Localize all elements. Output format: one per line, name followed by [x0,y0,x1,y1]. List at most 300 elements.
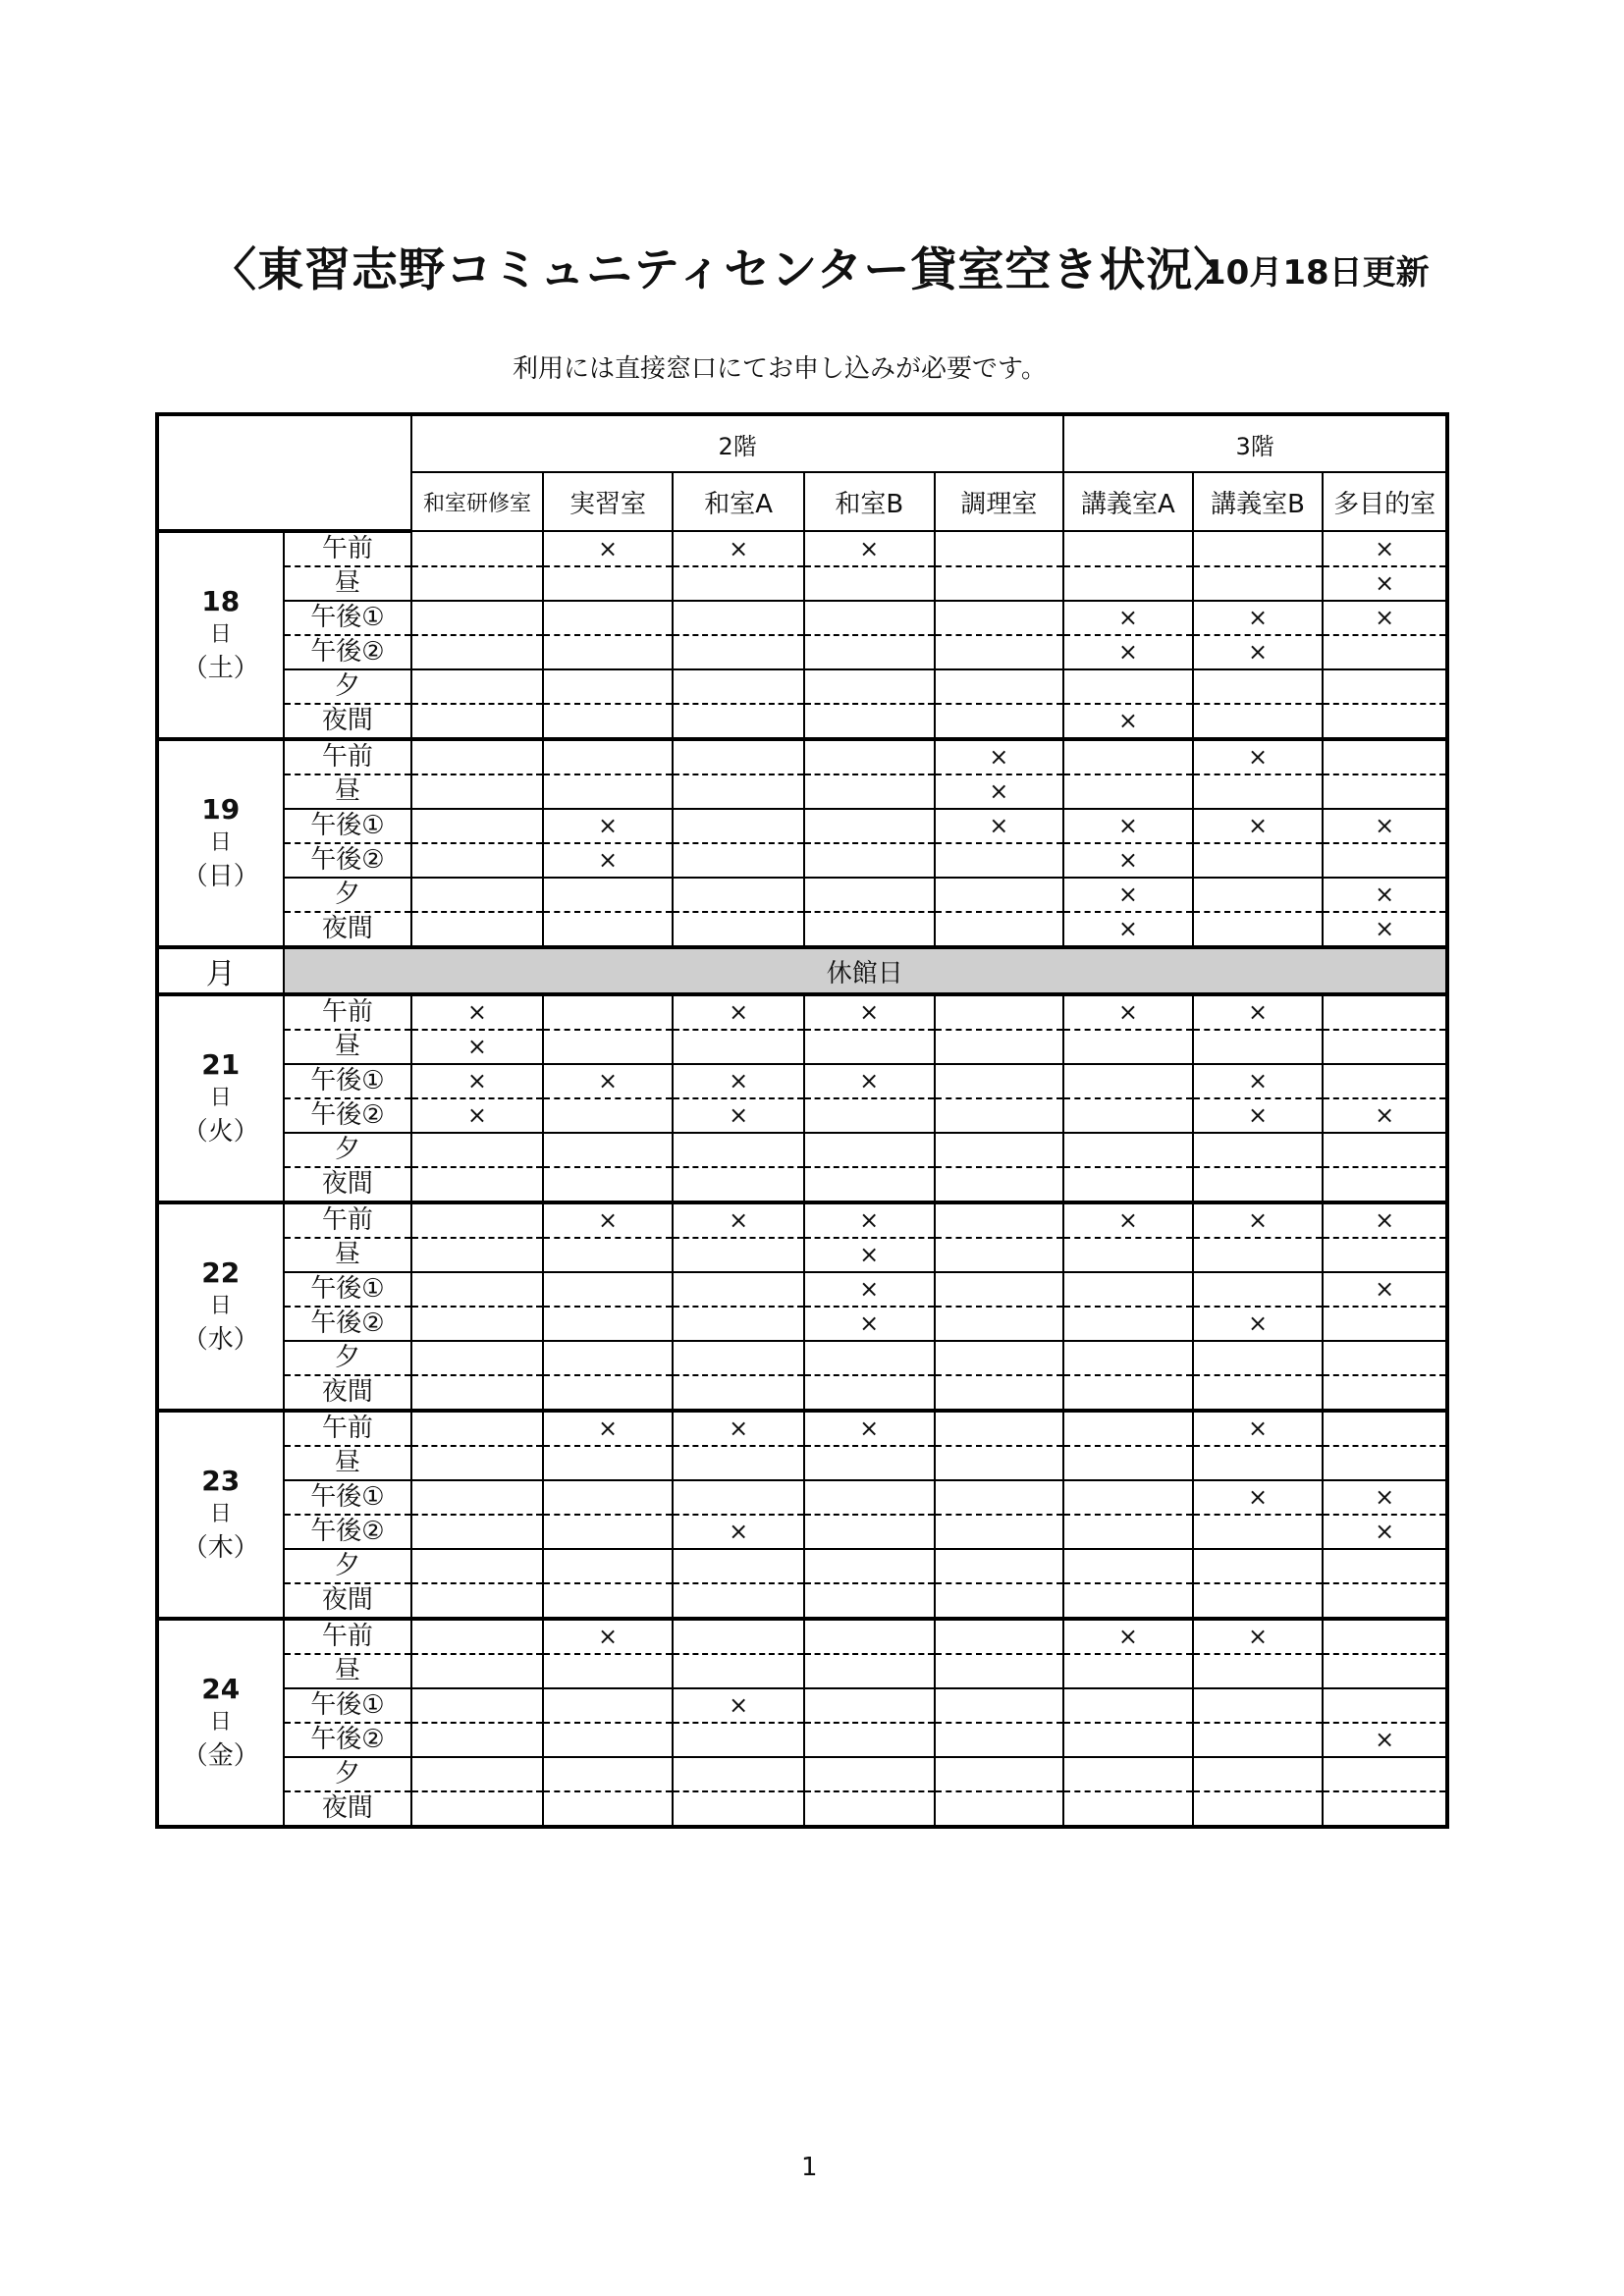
header-corner [157,414,411,531]
cell-jisshu [543,1515,674,1549]
cell-washitsu-a [673,1619,804,1654]
slot-label-yakan: 夜間 [284,912,412,947]
cell-jisshu [543,1167,674,1202]
cell-washitsu-kenshu [411,1133,543,1167]
cell-washitsu-a: × [673,1098,804,1133]
table-row [157,1030,1447,1064]
room-header-chouri: 調理室 [935,472,1064,531]
slot-label-yakan: 夜間 [284,704,412,739]
cell-kougi-a [1063,1480,1193,1515]
cell-chouri [935,843,1064,878]
cell-jisshu [543,1133,674,1167]
slot-label-hiru: 昼 [284,774,412,809]
table-row [157,1583,1447,1619]
cell-kougi-b [1193,1238,1324,1272]
cell-kougi-b [1193,1341,1324,1375]
day-number: 21 [201,1048,241,1081]
cell-chouri: × [935,774,1064,809]
cell-tamokuteki [1323,1030,1447,1064]
cell-washitsu-a: × [673,1064,804,1098]
slot-label-gogo-2: 午後② [284,635,412,669]
cell-kougi-a: × [1063,1202,1193,1238]
cell-washitsu-b [804,1583,935,1619]
cell-kougi-a [1063,531,1193,566]
cell-washitsu-b [804,1654,935,1688]
cell-washitsu-a [673,1723,804,1757]
day-suffix: 日 [209,1086,232,1110]
cell-jisshu [543,601,674,635]
cell-kougi-b: × [1193,1307,1324,1341]
cell-washitsu-a [673,1549,804,1583]
cell-tamokuteki: × [1323,878,1447,912]
cell-washitsu-b [804,1030,935,1064]
table-row [157,1202,1447,1238]
day-label [157,994,284,1202]
cell-washitsu-a [673,669,804,704]
cell-washitsu-a [673,739,804,774]
cell-kougi-a [1063,566,1193,601]
cell-jisshu: × [543,1064,674,1098]
cell-jisshu [543,1307,674,1341]
cell-washitsu-b: × [804,1202,935,1238]
cell-kougi-b: × [1193,994,1324,1030]
cell-tamokuteki [1323,1688,1447,1723]
room-header-washitsu-a: 和室A [673,472,804,531]
slot-label-yakan: 夜間 [284,1375,412,1411]
cell-washitsu-kenshu [411,1515,543,1549]
cell-washitsu-kenshu [411,566,543,601]
cell-washitsu-a [673,912,804,947]
cell-jisshu [543,669,674,704]
day-of-week: （水） [182,1325,259,1355]
cell-tamokuteki: × [1323,531,1447,566]
cell-washitsu-b [804,1515,935,1549]
cell-washitsu-a [673,774,804,809]
cell-kougi-a [1063,1515,1193,1549]
cell-chouri [935,1098,1064,1133]
cell-chouri [935,1341,1064,1375]
closed-row [157,947,1447,994]
cell-jisshu [543,739,674,774]
cell-washitsu-a [673,566,804,601]
day-number: 19 [201,793,241,826]
slot-label-hiru: 昼 [284,1446,412,1480]
cell-washitsu-kenshu [411,809,543,843]
slot-label-gogo-2: 午後② [284,1307,412,1341]
cell-kougi-a [1063,1167,1193,1202]
cell-jisshu: × [543,809,674,843]
cell-tamokuteki [1323,1757,1447,1791]
cell-kougi-a [1063,1654,1193,1688]
cell-jisshu [543,635,674,669]
slot-label-gozen: 午前 [284,531,412,566]
cell-washitsu-b [804,1791,935,1827]
cell-washitsu-kenshu [411,878,543,912]
closed-band: 休館日 [284,947,1447,994]
slot-label-gogo-2: 午後② [284,843,412,878]
cell-tamokuteki: × [1323,1202,1447,1238]
cell-kougi-b: × [1193,601,1324,635]
cell-chouri [935,1238,1064,1272]
cell-kougi-a [1063,1411,1193,1446]
cell-washitsu-b: × [804,1307,935,1341]
cell-washitsu-a [673,1133,804,1167]
day-number: 24 [201,1673,241,1705]
cell-tamokuteki: × [1323,601,1447,635]
cell-chouri [935,994,1064,1030]
cell-washitsu-kenshu [411,912,543,947]
cell-washitsu-b [804,1723,935,1757]
cell-washitsu-kenshu [411,1202,543,1238]
cell-chouri [935,1064,1064,1098]
cell-jisshu [543,774,674,809]
cell-washitsu-kenshu [411,1375,543,1411]
cell-washitsu-a: × [673,1411,804,1446]
cell-tamokuteki [1323,1307,1447,1341]
cell-washitsu-kenshu [411,1411,543,1446]
cell-washitsu-kenshu [411,669,543,704]
table-row [157,1688,1447,1723]
cell-tamokuteki [1323,1791,1447,1827]
slot-label-hiru: 昼 [284,566,412,601]
cell-jisshu [543,1480,674,1515]
cell-washitsu-kenshu [411,843,543,878]
cell-washitsu-a [673,635,804,669]
room-availability-table [155,412,1449,1829]
table-row [157,1098,1447,1133]
room-header-tamokuteki: 多目的室 [1323,472,1447,531]
cell-washitsu-b [804,1167,935,1202]
slot-label-gogo-1: 午後① [284,1272,412,1307]
cell-tamokuteki [1323,704,1447,739]
day-label [157,1619,284,1827]
cell-tamokuteki [1323,635,1447,669]
day-suffix: 日 [209,1710,232,1735]
day-suffix: 日 [209,830,232,855]
cell-chouri [935,1480,1064,1515]
slot-label-yuu: 夕 [284,1341,412,1375]
cell-washitsu-a: × [673,1202,804,1238]
cell-washitsu-a [673,1238,804,1272]
cell-kougi-a: × [1063,878,1193,912]
cell-washitsu-b [804,669,935,704]
cell-washitsu-kenshu [411,1480,543,1515]
cell-kougi-b [1193,1515,1324,1549]
cell-chouri [935,1133,1064,1167]
slot-label-gogo-2: 午後② [284,1723,412,1757]
cell-chouri [935,1757,1064,1791]
table-row [157,1480,1447,1515]
cell-washitsu-a [673,601,804,635]
cell-kougi-a: × [1063,704,1193,739]
slot-label-gozen: 午前 [284,1411,412,1446]
cell-kougi-a [1063,1446,1193,1480]
slot-label-yuu: 夕 [284,1757,412,1791]
cell-kougi-a [1063,1583,1193,1619]
cell-jisshu [543,1583,674,1619]
cell-washitsu-a [673,1030,804,1064]
cell-kougi-b [1193,1757,1324,1791]
cell-kougi-b [1193,1133,1324,1167]
cell-tamokuteki [1323,1411,1447,1446]
cell-kougi-a [1063,1791,1193,1827]
cell-washitsu-kenshu [411,635,543,669]
table-row [157,1238,1447,1272]
cell-washitsu-a: × [673,531,804,566]
cell-kougi-b [1193,1791,1324,1827]
cell-chouri [935,1791,1064,1827]
cell-washitsu-a: × [673,994,804,1030]
table-row [157,566,1447,601]
cell-washitsu-a [673,1307,804,1341]
cell-washitsu-kenshu: × [411,1064,543,1098]
cell-washitsu-a [673,704,804,739]
cell-washitsu-b [804,1098,935,1133]
cell-chouri [935,1688,1064,1723]
day-of-week: （日） [182,862,259,891]
slot-label-yuu: 夕 [284,669,412,704]
cell-washitsu-b [804,1757,935,1791]
day-suffix: 日 [209,622,232,647]
cell-washitsu-kenshu [411,1341,543,1375]
table-row [157,1064,1447,1098]
cell-washitsu-a [673,1341,804,1375]
slot-label-yuu: 夕 [284,878,412,912]
cell-jisshu [543,704,674,739]
table-row [157,1791,1447,1827]
cell-kougi-a: × [1063,994,1193,1030]
cell-jisshu [543,1341,674,1375]
cell-kougi-a [1063,1375,1193,1411]
slot-label-gozen: 午前 [284,1202,412,1238]
cell-jisshu: × [543,1619,674,1654]
cell-washitsu-kenshu [411,1757,543,1791]
cell-kougi-b [1193,669,1324,704]
cell-kougi-a [1063,1341,1193,1375]
cell-jisshu [543,1549,674,1583]
table-row [157,1307,1447,1341]
cell-washitsu-b: × [804,531,935,566]
cell-washitsu-b: × [804,1238,935,1272]
cell-tamokuteki [1323,774,1447,809]
page-number: 1 [801,2153,818,2182]
cell-kougi-a: × [1063,912,1193,947]
table-row [157,635,1447,669]
day-of-week: （金） [182,1741,259,1771]
cell-washitsu-kenshu [411,531,543,566]
cell-jisshu: × [543,1411,674,1446]
cell-kougi-b: × [1193,739,1324,774]
floor-3-header: 3階 [1063,414,1447,472]
cell-kougi-b [1193,843,1324,878]
slot-label-yakan: 夜間 [284,1167,412,1202]
cell-kougi-b [1193,1272,1324,1307]
cell-tamokuteki [1323,1341,1447,1375]
day-label [157,1411,284,1619]
cell-jisshu [543,1723,674,1757]
day-number: 22 [201,1256,241,1289]
cell-washitsu-b: × [804,1064,935,1098]
cell-tamokuteki: × [1323,912,1447,947]
day-number: 23 [201,1465,241,1497]
cell-kougi-b [1193,566,1324,601]
day-suffix: 日 [209,1294,232,1318]
cell-kougi-a: × [1063,1619,1193,1654]
table-row [157,843,1447,878]
cell-kougi-b: × [1193,1619,1324,1654]
cell-kougi-a [1063,1133,1193,1167]
cell-chouri [935,1375,1064,1411]
room-header-jisshu: 実習室 [543,472,674,531]
table-row [157,1446,1447,1480]
updated-date: 10月18日更新 [1203,253,1430,293]
cell-kougi-a [1063,1238,1193,1272]
cell-kougi-a [1063,1030,1193,1064]
cell-chouri [935,1583,1064,1619]
table-row [157,912,1447,947]
cell-washitsu-a [673,1757,804,1791]
cell-washitsu-kenshu [411,1688,543,1723]
table-row [157,704,1447,739]
table-row [157,1619,1447,1654]
table-row [157,531,1447,566]
cell-washitsu-kenshu [411,739,543,774]
table-row [157,1411,1447,1446]
cell-kougi-a [1063,1307,1193,1341]
cell-kougi-b: × [1193,1480,1324,1515]
cell-jisshu [543,1446,674,1480]
table-row [157,601,1447,635]
cell-chouri [935,1723,1064,1757]
cell-washitsu-b [804,1133,935,1167]
cell-tamokuteki: × [1323,809,1447,843]
cell-kougi-a [1063,1064,1193,1098]
cell-kougi-b [1193,1446,1324,1480]
cell-jisshu [543,912,674,947]
cell-washitsu-a [673,1654,804,1688]
cell-kougi-b: × [1193,635,1324,669]
cell-kougi-a: × [1063,601,1193,635]
cell-chouri [935,531,1064,566]
cell-tamokuteki [1323,1654,1447,1688]
table-row [157,878,1447,912]
table-row [157,1757,1447,1791]
cell-washitsu-kenshu [411,774,543,809]
cell-kougi-a: × [1063,635,1193,669]
cell-washitsu-b: × [804,1411,935,1446]
cell-kougi-b [1193,774,1324,809]
slot-label-gogo-1: 午後① [284,1064,412,1098]
cell-washitsu-a [673,1480,804,1515]
cell-jisshu: × [543,1202,674,1238]
cell-chouri [935,912,1064,947]
table-row [157,1341,1447,1375]
cell-washitsu-b [804,704,935,739]
cell-washitsu-b [804,1446,935,1480]
cell-jisshu: × [543,843,674,878]
cell-washitsu-a [673,809,804,843]
cell-kougi-a [1063,1723,1193,1757]
slot-label-gozen: 午前 [284,1619,412,1654]
cell-chouri [935,1202,1064,1238]
cell-washitsu-a [673,1167,804,1202]
cell-tamokuteki [1323,1583,1447,1619]
cell-tamokuteki: × [1323,1515,1447,1549]
cell-jisshu [543,1238,674,1272]
cell-washitsu-b [804,1341,935,1375]
cell-chouri [935,635,1064,669]
day-label [157,531,284,739]
cell-kougi-b [1193,704,1324,739]
cell-washitsu-kenshu: × [411,1098,543,1133]
cell-jisshu: × [543,531,674,566]
cell-washitsu-kenshu [411,1307,543,1341]
floor-2-header: 2階 [411,414,1063,472]
cell-washitsu-a [673,1583,804,1619]
cell-kougi-a [1063,669,1193,704]
cell-tamokuteki [1323,843,1447,878]
cell-kougi-a [1063,1549,1193,1583]
cell-washitsu-b: × [804,1272,935,1307]
cell-washitsu-b [804,1375,935,1411]
cell-washitsu-b: × [804,994,935,1030]
cell-kougi-a [1063,774,1193,809]
cell-washitsu-b [804,843,935,878]
table-row [157,1654,1447,1688]
cell-tamokuteki [1323,1619,1447,1654]
cell-jisshu [543,1030,674,1064]
slot-label-hiru: 昼 [284,1030,412,1064]
cell-washitsu-kenshu: × [411,1030,543,1064]
cell-washitsu-b [804,809,935,843]
cell-washitsu-kenshu [411,1723,543,1757]
cell-chouri [935,669,1064,704]
cell-tamokuteki: × [1323,1480,1447,1515]
cell-tamokuteki: × [1323,1723,1447,1757]
cell-chouri [935,601,1064,635]
slot-label-yuu: 夕 [284,1133,412,1167]
day-of-week: （火） [182,1117,259,1147]
cell-tamokuteki [1323,1549,1447,1583]
cell-tamokuteki [1323,669,1447,704]
cell-tamokuteki [1323,1238,1447,1272]
cell-kougi-a [1063,1272,1193,1307]
cell-chouri [935,1307,1064,1341]
cell-jisshu [543,1791,674,1827]
slot-label-yakan: 夜間 [284,1791,412,1827]
cell-chouri: × [935,809,1064,843]
cell-chouri [935,1167,1064,1202]
cell-washitsu-kenshu [411,1167,543,1202]
cell-chouri [935,1619,1064,1654]
cell-tamokuteki [1323,739,1447,774]
cell-washitsu-kenshu [411,1446,543,1480]
cell-kougi-a: × [1063,843,1193,878]
slot-label-hiru: 昼 [284,1654,412,1688]
cell-tamokuteki [1323,1133,1447,1167]
cell-kougi-b: × [1193,1064,1324,1098]
cell-washitsu-b [804,635,935,669]
application-notice: 利用には直接窓口にてお申し込みが必要です。 [513,354,1047,384]
cell-jisshu [543,566,674,601]
cell-jisshu [543,1757,674,1791]
closed-day-label: 月 [157,947,284,994]
cell-washitsu-kenshu [411,1791,543,1827]
cell-tamokuteki [1323,1167,1447,1202]
cell-chouri [935,1654,1064,1688]
cell-chouri [935,1411,1064,1446]
slot-label-gozen: 午前 [284,739,412,774]
